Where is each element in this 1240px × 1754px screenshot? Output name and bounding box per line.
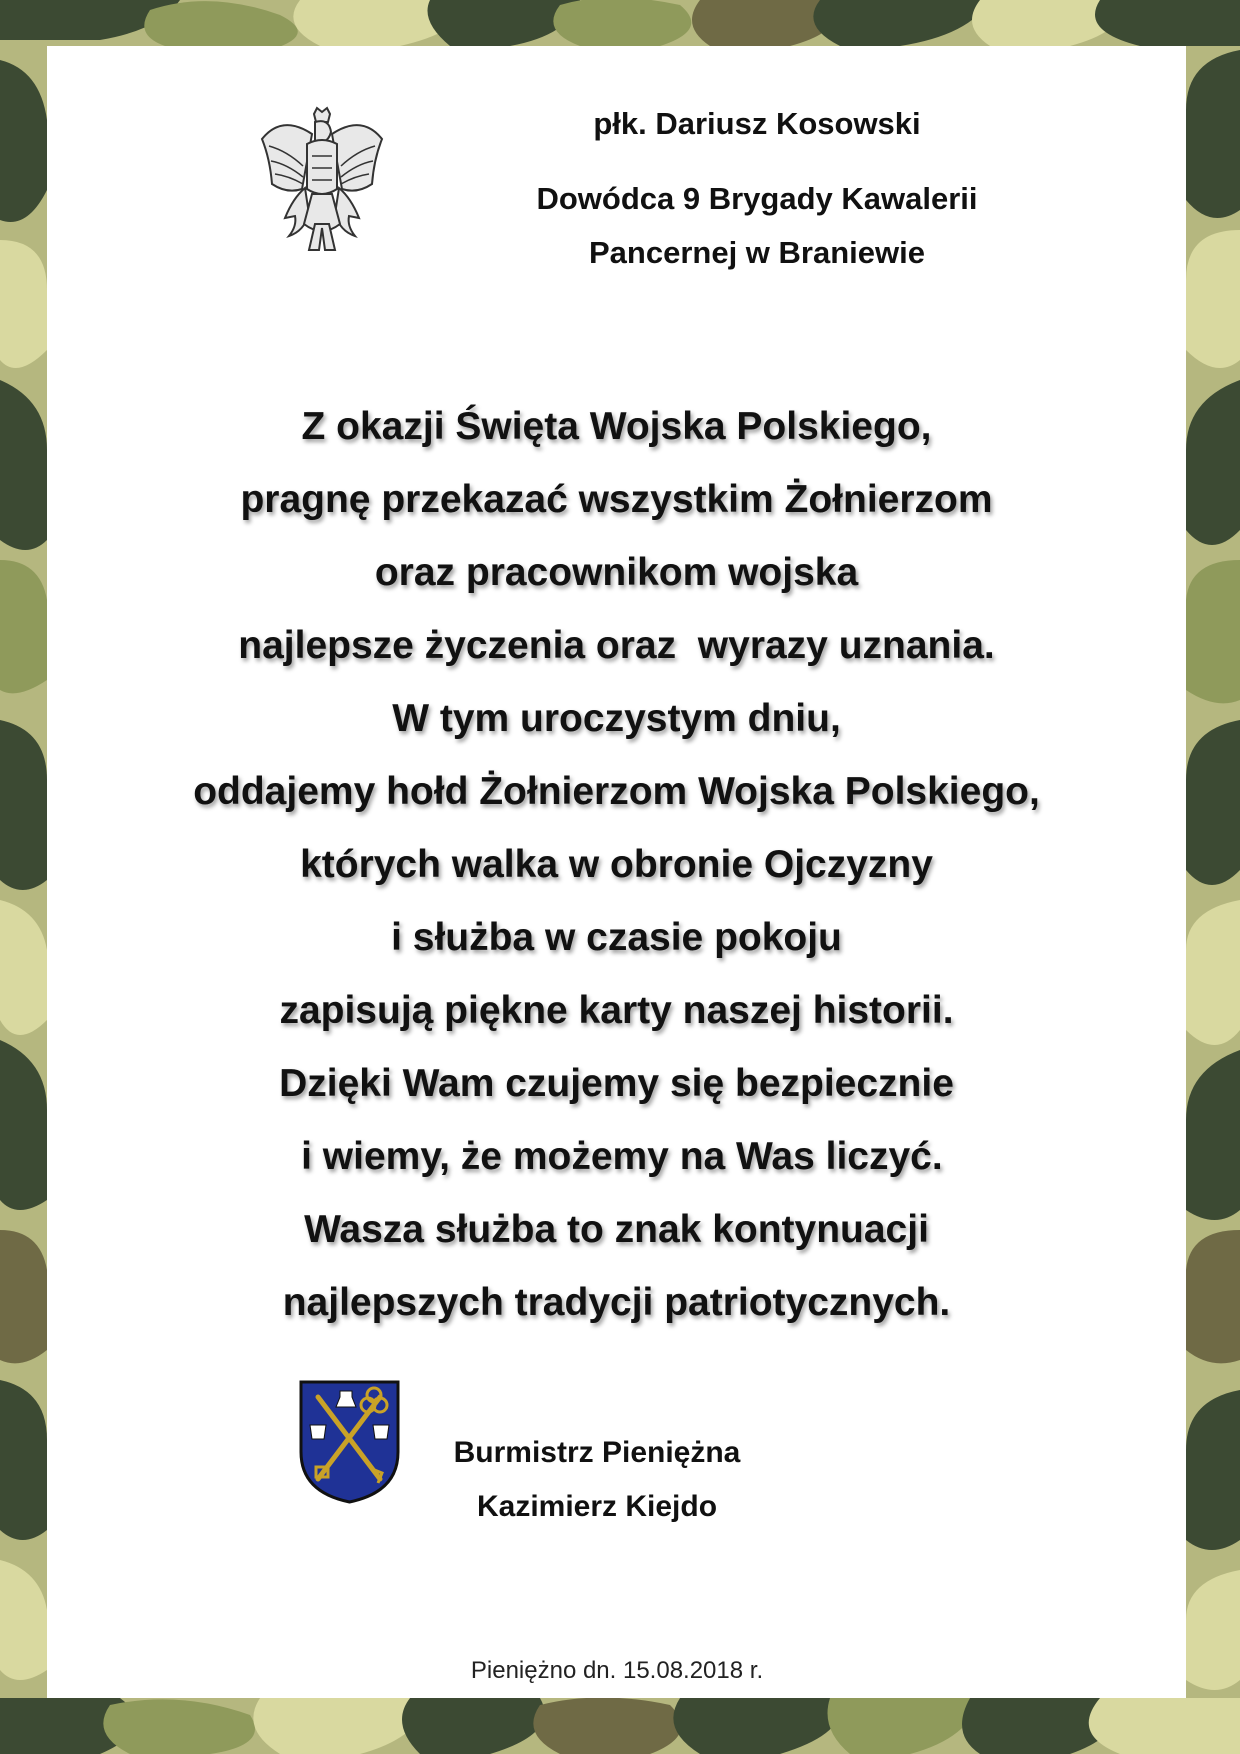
mayor-name: Kazimierz Kiejdo bbox=[476, 1490, 718, 1523]
message-line: i wiemy, że możemy na Was liczyć. bbox=[290, 1135, 943, 1178]
mayor-title: Burmistrz Pieniężna bbox=[453, 1436, 741, 1469]
message-line: pragnę przekazać wszystkim Żołnierzom bbox=[240, 478, 993, 521]
message-line: W tym uroczystym dniu, bbox=[392, 697, 841, 740]
message-line: oraz pracownikom wojska bbox=[374, 551, 859, 594]
document-page bbox=[47, 46, 1186, 1698]
commander-header bbox=[497, 106, 1017, 280]
commander-name: płk. Dariusz Kosowski bbox=[593, 106, 921, 141]
message-line: których walka w obronie Ojczyzny bbox=[300, 843, 933, 886]
date-line: Pieniężno dn. 15.08.2018 r. bbox=[470, 1657, 764, 1684]
message-line: i służba w czasie pokoju bbox=[391, 916, 842, 959]
commander-title-line2: Pancernej w Braniewie bbox=[589, 235, 925, 270]
message-line: najlepsze życzenia oraz wyrazy uznania. bbox=[238, 624, 995, 667]
message-line: Dzięki Wam czujemy się bezpiecznie bbox=[279, 1062, 954, 1105]
commander-title-line1: Dowódca 9 Brygady Kawalerii bbox=[536, 181, 978, 216]
message-line: najlepszych tradycji patriotycznych. bbox=[282, 1281, 951, 1324]
white-eagle-icon bbox=[257, 106, 387, 256]
message-line: zapisują piękne karty naszej historii. bbox=[279, 989, 954, 1032]
message-line: Wasza służba to znak kontynuacji bbox=[304, 1208, 929, 1251]
message-line: Z okazji Święta Wojska Polskiego, bbox=[301, 405, 932, 448]
message-line: oddajemy hołd Żołnierzom Wojska Polskiego, bbox=[193, 770, 1040, 813]
keys-coat-of-arms-icon bbox=[298, 1379, 401, 1505]
mayor-signature bbox=[427, 1426, 767, 1534]
greeting-message bbox=[87, 390, 1146, 1339]
